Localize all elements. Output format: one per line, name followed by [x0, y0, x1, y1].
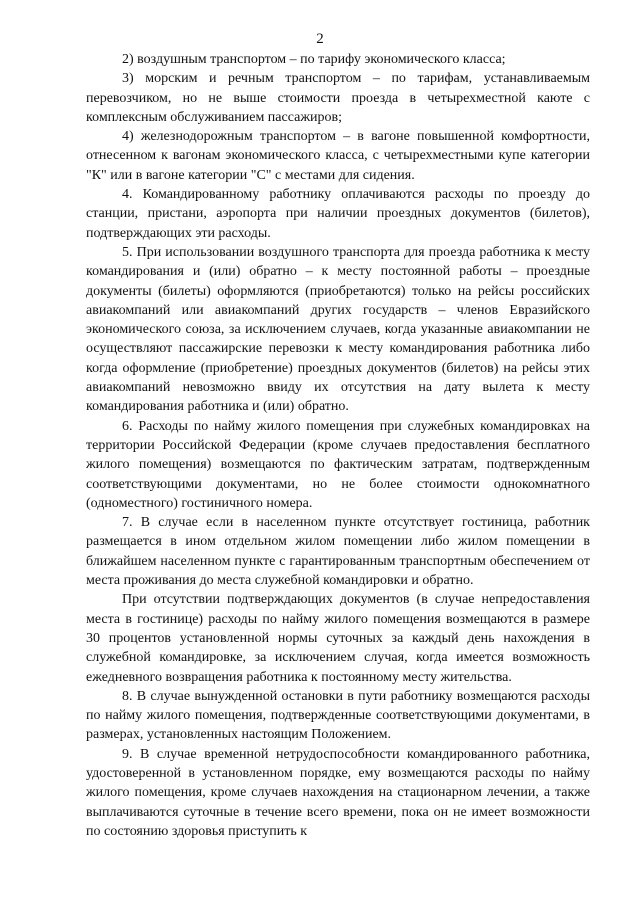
- page-number: 2: [316, 31, 324, 47]
- paragraph-clause-9: 9. В случае временной нетрудоспособности командированного работника, удостоверенной в установленном порядке, ему возмещаются расходы по найму жилого помещения, кроме случаев нахождения на стационарном лечении, а также выплачиваются суточные в течение всего времени, пока он не имеет возможности по состоянию здоровья приступить к: [86, 746, 590, 839]
- document-body: [86, 50, 590, 841]
- paragraph-clause-8: 8. В случае вынужденной остановки в пути работнику возмещаются расходы по найму жилого помещения, подтвержденные соответствующими документами, в размерах, установленных настоящим Положением.: [86, 688, 590, 743]
- paragraph-item-2: 2) воздушным транспортом – по тарифу экономического класса;: [122, 52, 506, 67]
- paragraph-item-3: 3) морским и речным транспортом – по тарифам, устанавливаемым перевозчиком, но не выше стоимости проезда в четырехместной каюте с комплексным обслуживанием пассажиров;: [86, 71, 590, 125]
- paragraph-clause-4: 4. Командированному работнику оплачиваются расходы по проезду до станции, пристани, аэропорта при наличии проездных документов (билетов), подтверждающих эти расходы.: [86, 187, 590, 241]
- paragraph-clause-7-cont: При отсутствии подтверждающих документов (в случае непредоставления места в гостинице) расходы по найму жилого помещения возмещаются в размере 30 процентов установленной нормы суточных за каждый день нахождения в служебной командировке, за исключением случая, когда имеется возможность ежедневного возвращения работника к постоянному месту жительства.: [86, 592, 590, 685]
- paragraph-clause-7: 7. В случае если в населенном пункте отсутствует гостиница, работник размещается в ином отдельном жилом помещении либо жилом помещении в ближайшем населенном пункте с гарантированным транспортным обеспечением от места проживания до места служебной командировки и обратно.: [86, 515, 590, 589]
- paragraph-item-4: 4) железнодорожным транспортом – в вагоне повышенной комфортности, отнесенном к вагонам экономического класса, с четырехместными купе категории "К" или в вагоне категории "С" с местами для сидения.: [86, 129, 590, 183]
- paragraph-clause-5: 5. При использовании воздушного транспорта для проезда работника к месту командирования и (или) обратно – к месту постоянной работы – проездные документы (билеты) оформляются (приобретаются) только на рейсы российских авиакомпаний или авиакомпаний других государств – членов Евразийского экономического союза, за исключением случаев, когда указанные авиакомпании не осуществляют пассажирские перевозки к месту командирования работника либо когда оформление (приобретение) проездных документов (билетов) на рейсы этих авиакомпаний невозможно ввиду их отсутствия на дату вылета к месту командирования работника и (или) обратно.: [86, 244, 590, 415]
- paragraph-clause-6: 6. Расходы по найму жилого помещения при служебных командировках на территории Российской Федерации (кроме случаев предоставления бесплатного жилого помещения) возмещаются по фактическим затратам, подтвержденным соответствующими документами, но не более стоимости однокомнатного (одноместного) гостиничного номера.: [86, 418, 590, 511]
